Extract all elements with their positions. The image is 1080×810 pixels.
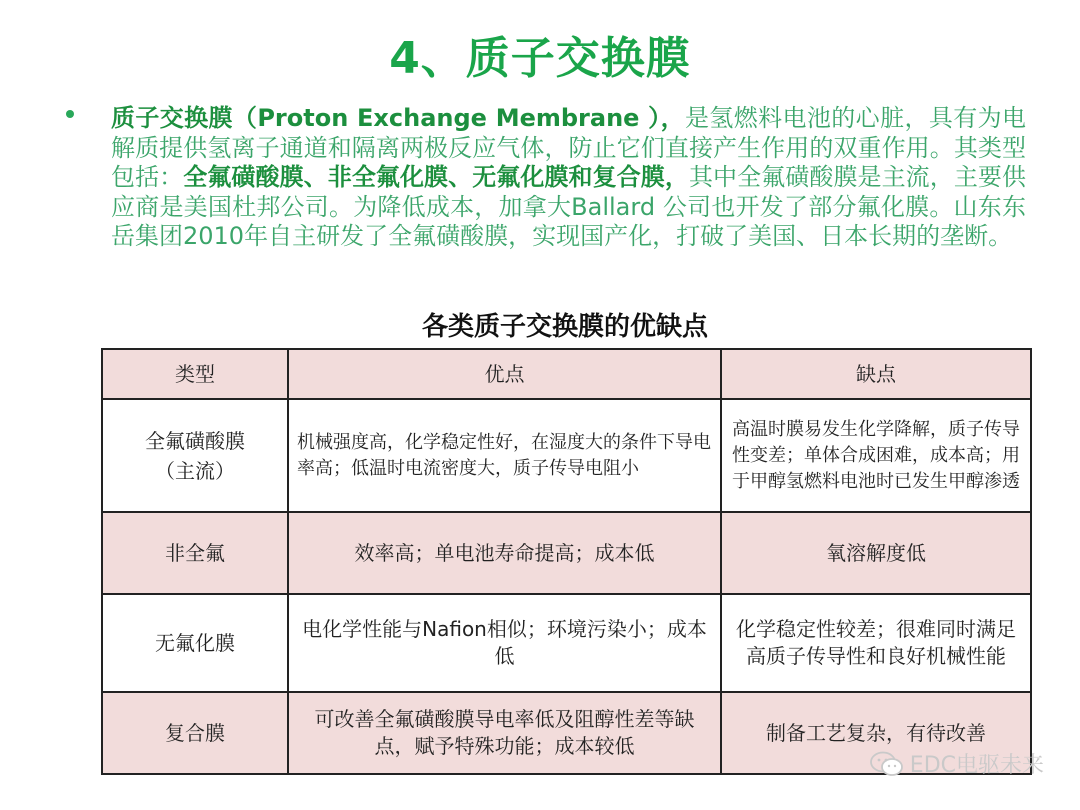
page-title: 4、质子交换膜 — [389, 33, 691, 84]
row-cons: 高温时膜易发生化学降解，质子传导性变差；单体合成困难，成本高；用于甲醇氢燃料电池时已发生甲醇渗透 — [721, 399, 1031, 512]
bullet-icon — [66, 110, 74, 118]
table-header-row — [102, 349, 1031, 399]
row-pros: 电化学性能与Nafion相似；环境污染小；成本低 — [288, 594, 721, 692]
table-title: 各类质子交换膜的优缺点 — [421, 312, 708, 342]
watermark-text: EDC电驱未来 — [909, 753, 1044, 778]
row-type — [102, 399, 288, 512]
paragraph-types: 全氟磺酸膜、非全氟化膜、无氟化膜和复合膜， — [183, 163, 689, 191]
header-pros: 优点 — [288, 349, 721, 399]
comparison-table — [101, 348, 1032, 775]
header-cons: 缺点 — [721, 349, 1031, 399]
row-pros: 可改善全氟磺酸膜导电率低及阻醇性差等缺点，赋予特殊功能；成本较低 — [288, 692, 721, 774]
wechat-icon — [870, 751, 904, 777]
row-pros: 机械强度高，化学稳定性好，在湿度大的条件下导电率高；低温时电流密度大，质子传导电阻小 — [288, 399, 721, 512]
row-cons: 化学稳定性较差；很难同时满足高质子传导性和良好机械性能 — [721, 594, 1031, 692]
table-row — [102, 399, 1031, 512]
paragraph-text — [111, 104, 1026, 252]
row-type: 无氟化膜 — [102, 594, 288, 692]
header-type: 类型 — [102, 349, 288, 399]
row-type-text: 全氟磺酸膜 （主流） — [145, 428, 245, 483]
row-pros: 效率高；单电池寿命提高；成本低 — [288, 512, 721, 594]
paragraph-body-1: 是氢燃料电池的心脏，具有为电解质提供氢离子通道和隔离两极反应气体，防止它们直接产生作用的双重作用。其类型包括： — [111, 104, 1027, 191]
table-row — [102, 512, 1031, 594]
table-row — [102, 594, 1031, 692]
paragraph-term: 质子交换膜（Proton Exchange Membrane ）， — [111, 104, 685, 132]
watermark — [870, 748, 1044, 779]
row-type: 非全氟 — [102, 512, 288, 594]
row-cons: 氧溶解度低 — [721, 512, 1031, 594]
row-type: 复合膜 — [102, 692, 288, 774]
row-cons: 制备工艺复杂，有待改善 — [721, 692, 1031, 774]
paragraph-body-2: 其中全氟磺酸膜是主流，主要供应商是美国杜邦公司。为降低成本，加拿大Ballard 公司也开发了部分氟化膜。山东东岳集团2010年自主研发了全氟磺酸膜，实现国产化，打破了美国、日本长期的垄断。 — [111, 163, 1027, 250]
